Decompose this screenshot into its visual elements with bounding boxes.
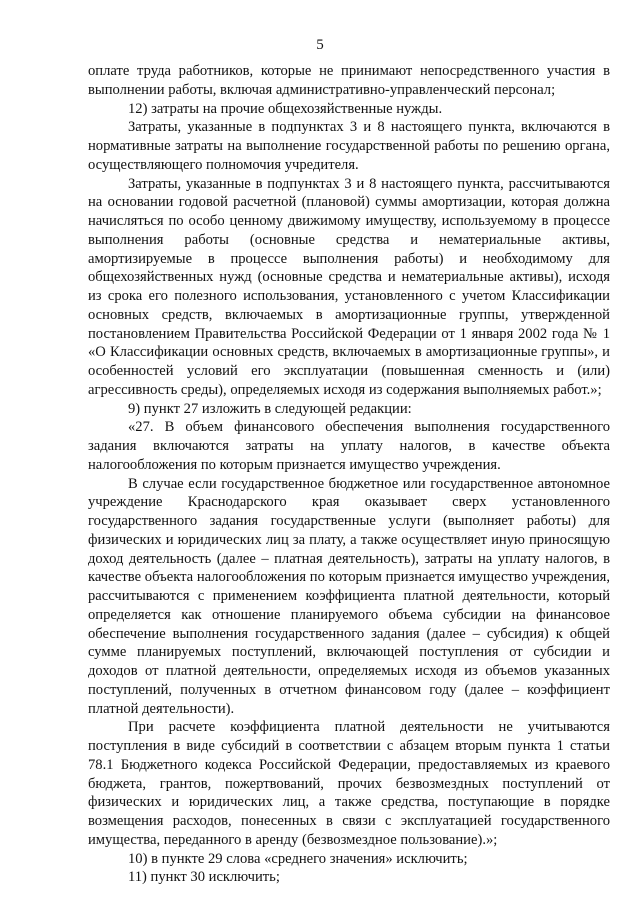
paragraph-item-12: 12) затраты на прочие общехозяйственные нужды. xyxy=(128,100,443,117)
paragraph-item-11: 11) пункт 30 исключить; xyxy=(128,869,280,886)
paragraph-coefficient-calculation: При расчете коэффициента платной деятельности не учитываются поступления в виде субсидий в соответствии с абзацем вторым пункта 1 статьи 78.1 Бюджетного кодекса Российской Федерации, предоставляемых из краевого бюджета, грантов, пожертвований, прочих безвозмездных поступлений от физических и юридических лиц, а также средства, поступающие в порядке возмещения расходов, понесенных в связи с эксплуатацией государственного имущества, переданного в аренду (безвозмездное пользование).»; xyxy=(88,719,610,848)
page-number: 5 xyxy=(316,37,324,53)
paragraph-item-10: 10) в пункте 29 слова «среднего значения» исключить; xyxy=(128,850,468,867)
paragraph-point-27: «27. В объем финансового обеспечения выполнения государственного задания включаются затраты на уплату налогов, в качестве объекта налогообложения по которым признается имущество учреждения. xyxy=(88,419,610,473)
paragraph-costs-amortization: Затраты, указанные в подпунктах 3 и 8 настоящего пункта, рассчитываются на основании годовой расчетной (плановой) суммы амортизации, которая должна начисляться по особо ценному движимому имуществу, используемому в процессе выполнения работы (основные средства и нематериальные активы, амортизируемые в процессе выполнения работы) и необходимому для общехозяйственных нужд (основные средства и нематериальные активы), исходя из срока его полезного использования, установленного с учетом Классификации основных средств, включаемых в амортизационные группы, утвержденной постановлением Правительства Российской Федерации от 1 января 2002 года № 1 «О Классификации основных средств, включаемых в амортизационные группы», и особенностей условий его эксплуатации (повышенная сменность и (или) агрессивность среды), определяемых исходя из содержания выполняемых работ.»; xyxy=(88,175,610,398)
paragraph-costs-inclusion: Затраты, указанные в подпунктах 3 и 8 настоящего пункта, включаются в нормативные затраты на выполнение государственной работы по решению органа, осуществляющего полномочия учредителя. xyxy=(88,119,610,173)
document-body xyxy=(88,62,610,887)
paragraph-continuation: оплате труда работников, которые не принимают непосредственного участия в выполнении работы, включая административно-управленческий персонал; xyxy=(88,63,610,98)
paragraph-item-9: 9) пункт 27 изложить в следующей редакции: xyxy=(128,400,412,417)
paragraph-paid-activity: В случае если государственное бюджетное или государственное автономное учреждение Краснодарского края оказывает сверх установленного государственного задания государственные услуги (выполняет работы) для физических и юридических лиц за плату, а также осуществляет иную приносящую доход деятельность (далее – платная деятельность), затраты на уплату налогов, в качестве объекта налогообложения по которым признается имущество учреждения, рассчитываются с применением коэффициента платной деятельности, который определяется как отношение планируемого объема субсидии на финансовое обеспечение выполнения государственного задания (далее – субсидия) к общей сумме планируемых поступлений, включающей поступления от субсидии и доходов от платной деятельности, определяемых исходя из объемов указанных поступлений, полученных в отчетном финансовом году (далее – коэффициент платной деятельности). xyxy=(88,475,610,717)
